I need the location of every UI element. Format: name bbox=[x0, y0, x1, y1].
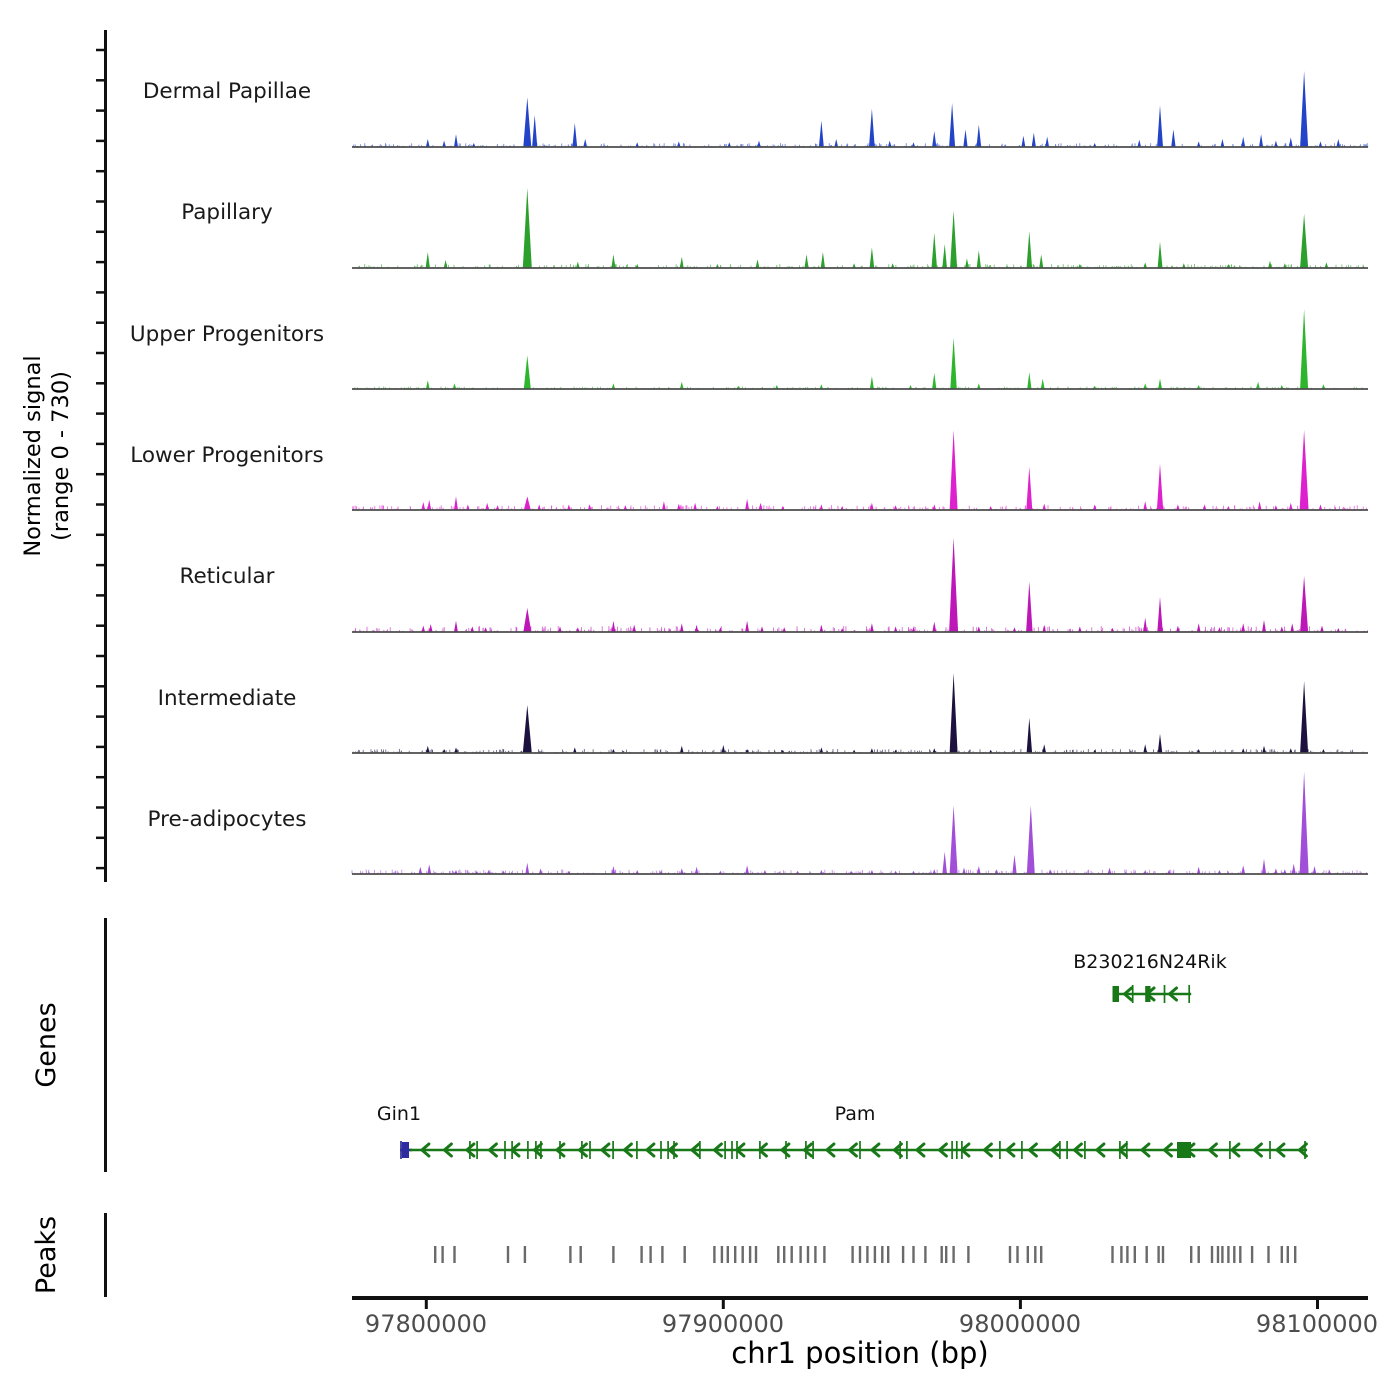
track-signal-peaks bbox=[426, 673, 1325, 753]
signal-tracks-layer bbox=[352, 71, 1368, 874]
gene-label-pam: Pam bbox=[834, 1103, 876, 1125]
track-label-lower-progenitors: Lower Progenitors bbox=[130, 443, 324, 468]
track-label-intermediate: Intermediate bbox=[157, 686, 297, 711]
track-signal-peaks bbox=[419, 772, 1332, 874]
peak-ticks-layer bbox=[435, 1246, 1295, 1263]
x-tick-label-98100000: 98100000 bbox=[1255, 1310, 1379, 1338]
track-signal-peaks bbox=[426, 309, 1325, 389]
signal-track-papillary bbox=[352, 188, 1368, 268]
gene-b230216n24rik bbox=[1113, 985, 1192, 1003]
gene-exon-box bbox=[402, 1142, 409, 1158]
peaks-section-label: Peaks bbox=[31, 1215, 62, 1295]
track-signal-peaks bbox=[426, 188, 1329, 268]
x-tick-label-97900000: 97900000 bbox=[661, 1310, 785, 1338]
x-axis-label: chr1 position (bp) bbox=[731, 1336, 989, 1370]
signal-track-upper-progenitors bbox=[352, 309, 1368, 389]
signal-track-reticular bbox=[352, 538, 1368, 632]
track-signal-peaks bbox=[422, 538, 1341, 632]
y-axis-label-line2: (range 0 - 730) bbox=[48, 371, 74, 541]
signal-axis-ticks bbox=[96, 50, 105, 868]
genes-section-label: Genes bbox=[31, 1002, 62, 1088]
gene-exon-box bbox=[1177, 1142, 1191, 1158]
track-label-dermal-papillae: Dermal Papillae bbox=[142, 79, 312, 104]
track-label-upper-progenitors: Upper Progenitors bbox=[129, 322, 325, 347]
signal-track-lower-progenitors bbox=[352, 430, 1368, 510]
gene-pam bbox=[410, 1141, 1307, 1159]
x-tick-label-98000000: 98000000 bbox=[958, 1310, 1082, 1338]
track-label-reticular: Reticular bbox=[179, 564, 275, 589]
track-label-papillary: Papillary bbox=[181, 200, 273, 225]
signal-track-dermal-papillae bbox=[352, 71, 1368, 147]
y-axis-label-line1: Normalized signal bbox=[20, 355, 46, 557]
gene-exon-box bbox=[1113, 986, 1120, 1002]
signal-track-intermediate bbox=[352, 673, 1368, 753]
track-signal-peaks bbox=[421, 430, 1322, 510]
gene-exon-box bbox=[1145, 986, 1150, 1002]
track-signal-peaks bbox=[426, 71, 1340, 147]
track-label-pre-adipocytes: Pre-adipocytes bbox=[147, 807, 307, 832]
x-tick-label-97800000: 97800000 bbox=[364, 1310, 488, 1338]
signal-track-pre-adipocytes bbox=[352, 772, 1368, 874]
genes-layer bbox=[400, 985, 1307, 1159]
gene-label-gin1: Gin1 bbox=[376, 1103, 422, 1125]
gene-label-b230216n24rik: B230216N24Rik bbox=[1073, 951, 1227, 973]
